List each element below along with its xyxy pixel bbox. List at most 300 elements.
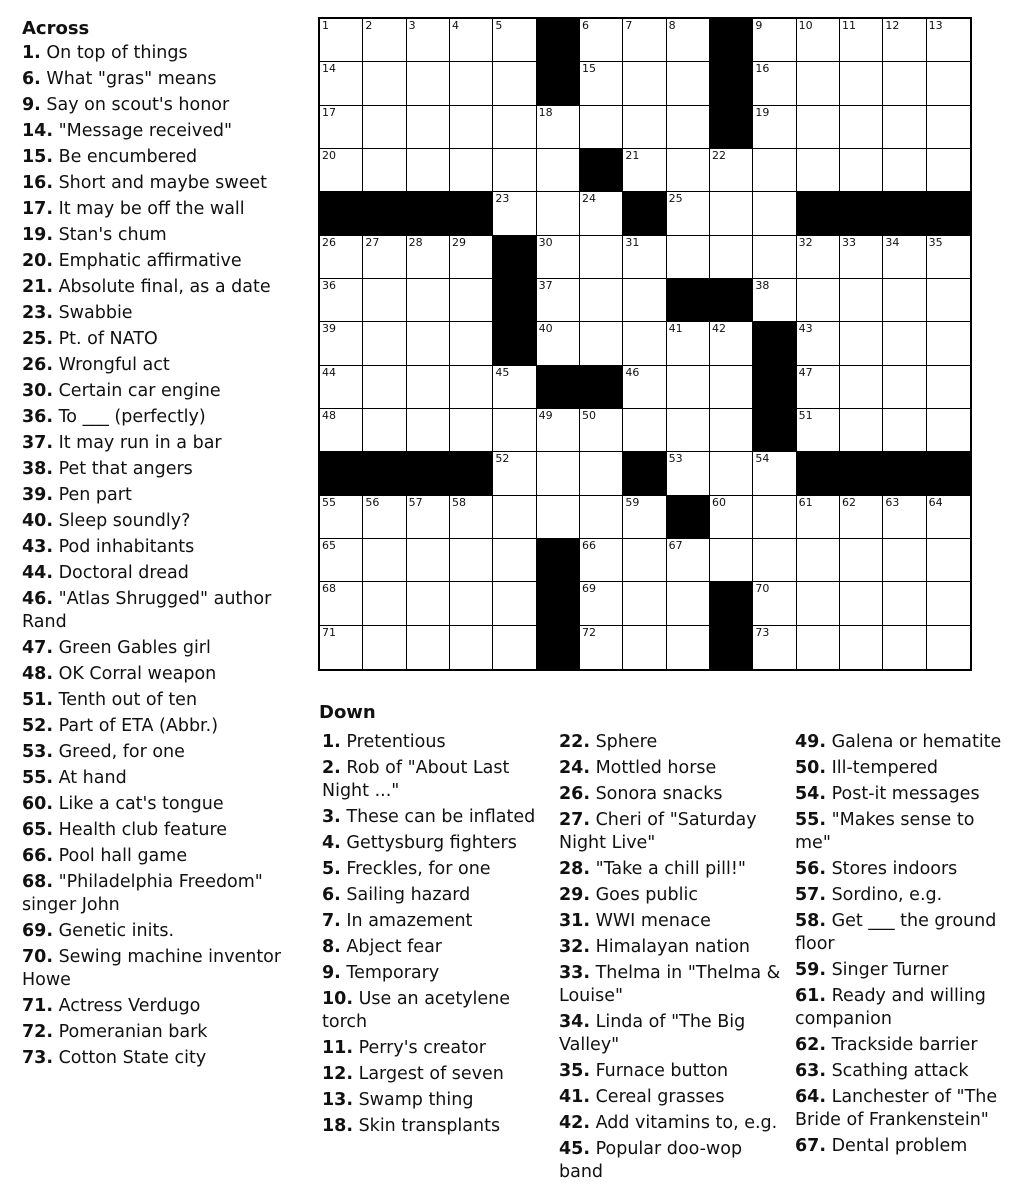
grid-cell[interactable] [927,279,970,322]
cell-number: 34 [885,235,900,249]
clue-item[interactable] [22,120,290,143]
grid-cell[interactable] [623,62,666,105]
cell-number: 57 [408,495,423,509]
grid-cell[interactable] [493,582,536,625]
clue-text: Cereal grasses [590,1087,725,1107]
grid-cell[interactable] [797,582,840,625]
grid-cell[interactable] [753,19,796,62]
grid-cell[interactable] [667,236,710,279]
clue-item[interactable] [322,731,547,754]
grid-cell[interactable] [927,626,970,669]
grid-cell[interactable] [927,149,970,192]
grid-cell[interactable] [320,582,363,625]
clue-text: At hand [53,768,127,788]
grid-cell[interactable] [883,236,926,279]
grid-cell[interactable] [840,236,883,279]
clue-item[interactable] [22,94,290,117]
clue-item[interactable] [795,1135,1013,1158]
grid-cell[interactable] [623,106,666,149]
clue-item[interactable] [559,783,784,806]
grid-cell[interactable] [537,322,580,365]
grid-cell[interactable] [753,496,796,539]
grid-cell[interactable] [623,539,666,582]
grid-cell[interactable] [927,62,970,105]
grid-cell[interactable] [450,366,493,409]
grid-cell[interactable] [753,62,796,105]
grid-cell[interactable] [407,366,450,409]
clue-item[interactable] [22,302,290,325]
clue-item[interactable] [322,858,547,881]
clue-item[interactable] [795,1034,1013,1057]
grid-cell[interactable] [623,236,666,279]
grid-cell[interactable] [450,149,493,192]
clue-item[interactable] [22,224,290,247]
grid-cell[interactable] [537,106,580,149]
clue-item[interactable] [795,1060,1013,1083]
grid-cell[interactable] [623,366,666,409]
grid-cell[interactable] [883,106,926,149]
clue-item[interactable] [795,910,1013,956]
grid-cell[interactable] [320,409,363,452]
clue-number: 8. [322,937,341,957]
cell-number: 15 [582,62,596,76]
grid-cell[interactable] [753,236,796,279]
clue-item[interactable] [22,845,290,868]
grid-cell[interactable] [927,539,970,582]
cell-number: 33 [842,235,856,249]
grid-cell[interactable] [580,582,623,625]
grid-cell[interactable] [407,496,450,539]
grid-cell[interactable] [797,322,840,365]
grid-cell[interactable] [797,62,840,105]
grid-cell[interactable] [580,236,623,279]
grid-cell[interactable] [667,626,710,669]
grid-cell[interactable] [840,366,883,409]
clue-number: 1. [322,732,341,752]
grid-cell[interactable] [883,409,926,452]
clue-item[interactable] [322,988,547,1034]
grid-cell[interactable] [407,279,450,322]
grid-cell[interactable] [580,539,623,582]
clue-item[interactable] [322,910,547,933]
grid-cell[interactable] [883,322,926,365]
clue-item[interactable] [22,42,290,65]
grid-cell[interactable] [363,62,406,105]
clue-item[interactable] [22,250,290,273]
clue-item[interactable] [559,1138,784,1184]
grid-cell[interactable] [407,539,450,582]
clue-item[interactable] [22,510,290,533]
clue-item[interactable] [795,959,1013,982]
grid-cell[interactable] [840,582,883,625]
grid-cell[interactable] [363,19,406,62]
clue-number: 57. [795,885,827,905]
grid-cell[interactable] [797,279,840,322]
grid-cell[interactable] [450,279,493,322]
clue-item[interactable] [322,1115,547,1138]
grid-cell[interactable] [537,452,580,495]
clue-text: Galena or hematite [826,732,1002,752]
clue-item[interactable] [322,806,547,829]
clue-number: 68. [22,872,54,892]
black-square [753,409,796,452]
grid-cell[interactable] [710,192,753,235]
clue-item[interactable] [795,783,1013,806]
clue-item[interactable] [559,884,784,907]
grid-cell[interactable] [623,496,666,539]
clue-item[interactable] [559,1112,784,1135]
grid-cell[interactable] [320,236,363,279]
grid-cell[interactable] [580,192,623,235]
grid-cell[interactable] [450,236,493,279]
grid-cell[interactable] [450,496,493,539]
clue-item[interactable] [559,1011,784,1057]
grid-cell[interactable] [710,149,753,192]
grid-cell[interactable] [320,106,363,149]
grid-cell[interactable] [667,539,710,582]
grid-cell[interactable] [537,496,580,539]
grid-cell[interactable] [667,62,710,105]
clue-text: Add vitamins to, e.g. [590,1113,778,1133]
grid-cell[interactable] [623,19,666,62]
grid-cell[interactable] [407,62,450,105]
grid-cell[interactable] [450,409,493,452]
grid-cell[interactable] [710,496,753,539]
grid-cell[interactable] [320,279,363,322]
grid-cell[interactable] [667,149,710,192]
grid-cell[interactable] [537,409,580,452]
grid-cell[interactable] [493,626,536,669]
clue-item[interactable] [22,920,290,943]
clue-item[interactable] [795,757,1013,780]
black-square [797,452,840,495]
cell-number: 39 [322,322,336,336]
grid-cell[interactable] [753,452,796,495]
grid-cell[interactable] [883,279,926,322]
grid-cell[interactable] [363,106,406,149]
clue-item[interactable] [22,663,290,686]
grid-cell[interactable] [623,626,666,669]
grid-cell[interactable] [320,539,363,582]
clue-item[interactable] [795,809,1013,855]
grid-cell[interactable] [450,322,493,365]
grid-cell[interactable] [797,409,840,452]
grid-cell[interactable] [320,62,363,105]
grid-cell[interactable] [623,409,666,452]
grid-cell[interactable] [450,626,493,669]
clue-item[interactable] [22,793,290,816]
grid-cell[interactable] [840,106,883,149]
clue-item[interactable] [795,884,1013,907]
grid-cell[interactable] [407,626,450,669]
clue-item[interactable] [22,432,290,455]
grid-cell[interactable] [493,539,536,582]
clue-item[interactable] [22,484,290,507]
clue-text: Say on scout's honor [40,95,230,115]
grid-cell[interactable] [710,409,753,452]
grid-cell[interactable] [537,149,580,192]
clue-item[interactable] [22,1047,290,1070]
grid-cell[interactable] [927,322,970,365]
grid-cell[interactable] [927,19,970,62]
grid-cell[interactable] [797,539,840,582]
grid-cell[interactable] [407,582,450,625]
grid-cell[interactable] [797,366,840,409]
clue-item[interactable] [322,1063,547,1086]
grid-cell[interactable] [883,582,926,625]
clue-text: Himalayan nation [590,937,751,957]
clue-item[interactable] [22,146,290,169]
grid-cell[interactable] [840,409,883,452]
clue-item[interactable] [559,910,784,933]
grid-cell[interactable] [580,19,623,62]
grid-cell[interactable] [753,279,796,322]
grid-cell[interactable] [407,236,450,279]
clue-item[interactable] [559,858,784,881]
grid-cell[interactable] [363,149,406,192]
clue-item[interactable] [559,1086,784,1109]
grid-cell[interactable] [493,192,536,235]
grid-cell[interactable] [883,149,926,192]
grid-cell[interactable] [320,19,363,62]
clue-text: Sewing machine inventor Howe [22,947,282,990]
clue-item[interactable] [22,1021,290,1044]
crossword-grid[interactable] [318,17,972,671]
grid-cell[interactable] [363,626,406,669]
clue-item[interactable] [795,858,1013,881]
clue-item[interactable] [322,832,547,855]
clue-item[interactable] [22,741,290,764]
grid-cell[interactable] [580,409,623,452]
grid-cell[interactable] [493,149,536,192]
clue-item[interactable] [795,731,1013,754]
grid-cell[interactable] [710,322,753,365]
clue-item[interactable] [559,757,784,780]
clue-item[interactable] [322,884,547,907]
grid-cell[interactable] [580,62,623,105]
clue-item[interactable] [22,276,290,299]
grid-cell[interactable] [840,19,883,62]
grid-cell[interactable] [753,582,796,625]
clue-item[interactable] [22,68,290,91]
grid-cell[interactable] [883,626,926,669]
clue-item[interactable] [559,936,784,959]
clue-text: Genetic inits. [53,921,175,941]
grid-cell[interactable] [450,106,493,149]
grid-cell[interactable] [580,106,623,149]
cell-number: 20 [322,149,336,162]
clue-item[interactable] [22,995,290,1018]
grid-cell[interactable] [710,452,753,495]
clue-item[interactable] [22,819,290,842]
grid-cell[interactable] [883,496,926,539]
clue-number: 55. [22,768,54,788]
grid-cell[interactable] [580,626,623,669]
grid-cell[interactable] [667,106,710,149]
grid-cell[interactable] [320,366,363,409]
clue-item[interactable] [22,689,290,712]
clue-item[interactable] [22,406,290,429]
grid-cell[interactable] [883,366,926,409]
grid-cell[interactable] [407,149,450,192]
grid-cell[interactable] [580,322,623,365]
clue-item[interactable] [22,562,290,585]
grid-cell[interactable] [840,539,883,582]
clue-item[interactable] [22,198,290,221]
clue-item[interactable] [22,637,290,660]
grid-cell[interactable] [363,236,406,279]
grid-cell[interactable] [450,19,493,62]
grid-cell[interactable] [753,192,796,235]
grid-cell[interactable] [320,626,363,669]
grid-cell[interactable] [363,496,406,539]
grid-cell[interactable] [667,452,710,495]
grid-cell[interactable] [753,626,796,669]
cell-number: 56 [365,495,380,509]
clue-item[interactable] [795,985,1013,1031]
grid-cell[interactable] [927,409,970,452]
grid-cell[interactable] [450,539,493,582]
clue-item[interactable] [322,1089,547,1112]
grid-cell[interactable] [710,236,753,279]
clue-number: 10. [322,989,354,1009]
clue-text: Mottled horse [590,758,717,778]
clue-text: Pretentious [340,732,446,752]
clue-number: 9. [322,963,341,983]
clue-item[interactable] [559,1060,784,1083]
grid-cell[interactable] [363,539,406,582]
clue-item[interactable] [22,458,290,481]
clue-item[interactable] [322,962,547,985]
grid-cell[interactable] [927,106,970,149]
grid-cell[interactable] [493,19,536,62]
grid-cell[interactable] [840,496,883,539]
grid-cell[interactable] [667,582,710,625]
grid-cell[interactable] [927,236,970,279]
grid-cell[interactable] [537,279,580,322]
clue-text: Pool hall game [53,846,188,866]
clue-item[interactable] [22,871,290,917]
grid-cell[interactable] [493,106,536,149]
grid-cell[interactable] [537,192,580,235]
grid-cell[interactable] [667,19,710,62]
grid-cell[interactable] [580,279,623,322]
grid-cell[interactable] [710,539,753,582]
grid-cell[interactable] [493,452,536,495]
grid-cell[interactable] [580,496,623,539]
grid-cell[interactable] [840,149,883,192]
grid-cell[interactable] [840,62,883,105]
grid-cell[interactable] [320,322,363,365]
clue-item[interactable] [22,328,290,351]
grid-cell[interactable] [927,496,970,539]
grid-cell[interactable] [840,626,883,669]
grid-cell[interactable] [797,19,840,62]
cell-number: 48 [322,409,336,422]
clue-item[interactable] [22,767,290,790]
grid-cell[interactable] [667,409,710,452]
grid-cell[interactable] [320,149,363,192]
grid-cell[interactable] [450,62,493,105]
grid-cell[interactable] [667,192,710,235]
clue-item[interactable] [22,536,290,559]
grid-cell[interactable] [710,366,753,409]
grid-cell[interactable] [407,106,450,149]
grid-cell[interactable] [450,582,493,625]
grid-cell[interactable] [407,409,450,452]
clue-item[interactable] [559,731,784,754]
clue-item[interactable] [322,757,547,803]
grid-cell[interactable] [320,496,363,539]
grid-cell[interactable] [363,366,406,409]
clue-text: Linda of "The Big Valley" [559,1012,746,1055]
grid-cell[interactable] [623,322,666,365]
grid-cell[interactable] [883,19,926,62]
grid-cell[interactable] [493,62,536,105]
grid-cell[interactable] [927,366,970,409]
grid-cell[interactable] [493,366,536,409]
grid-cell[interactable] [363,409,406,452]
grid-cell[interactable] [797,106,840,149]
clue-item[interactable] [22,946,290,992]
grid-cell[interactable] [363,279,406,322]
clue-text: Ready and willing companion [795,986,986,1029]
clue-text: Largest of seven [353,1064,504,1084]
grid-cell[interactable] [840,322,883,365]
cell-number: 36 [322,279,336,292]
clue-item[interactable] [559,809,784,855]
black-square [710,19,753,62]
grid-cell[interactable] [623,279,666,322]
grid-cell[interactable] [537,236,580,279]
grid-cell[interactable] [927,582,970,625]
clue-item[interactable] [322,936,547,959]
grid-cell[interactable] [623,582,666,625]
grid-cell[interactable] [623,149,666,192]
grid-cell[interactable] [493,496,536,539]
clue-item[interactable] [322,1037,547,1060]
grid-cell[interactable] [797,626,840,669]
grid-cell[interactable] [753,539,796,582]
clue-number: 18. [322,1116,354,1136]
grid-cell[interactable] [753,106,796,149]
grid-cell[interactable] [797,149,840,192]
grid-cell[interactable] [667,322,710,365]
clue-item[interactable] [22,588,290,634]
clue-number: 38. [22,459,54,479]
grid-cell[interactable] [797,496,840,539]
grid-cell[interactable] [363,322,406,365]
grid-cell[interactable] [883,62,926,105]
clue-item[interactable] [22,715,290,738]
grid-cell[interactable] [667,366,710,409]
grid-cell[interactable] [883,539,926,582]
grid-cell[interactable] [407,322,450,365]
clue-item[interactable] [22,172,290,195]
grid-cell[interactable] [840,279,883,322]
clue-item[interactable] [22,354,290,377]
clue-text: Greed, for one [53,742,185,762]
clue-item[interactable] [559,962,784,1008]
grid-cell[interactable] [493,409,536,452]
grid-cell[interactable] [797,236,840,279]
grid-cell[interactable] [580,452,623,495]
clue-item[interactable] [22,380,290,403]
clue-item[interactable] [795,1086,1013,1132]
grid-cell[interactable] [363,582,406,625]
grid-cell[interactable] [407,19,450,62]
grid-cell[interactable] [753,149,796,192]
